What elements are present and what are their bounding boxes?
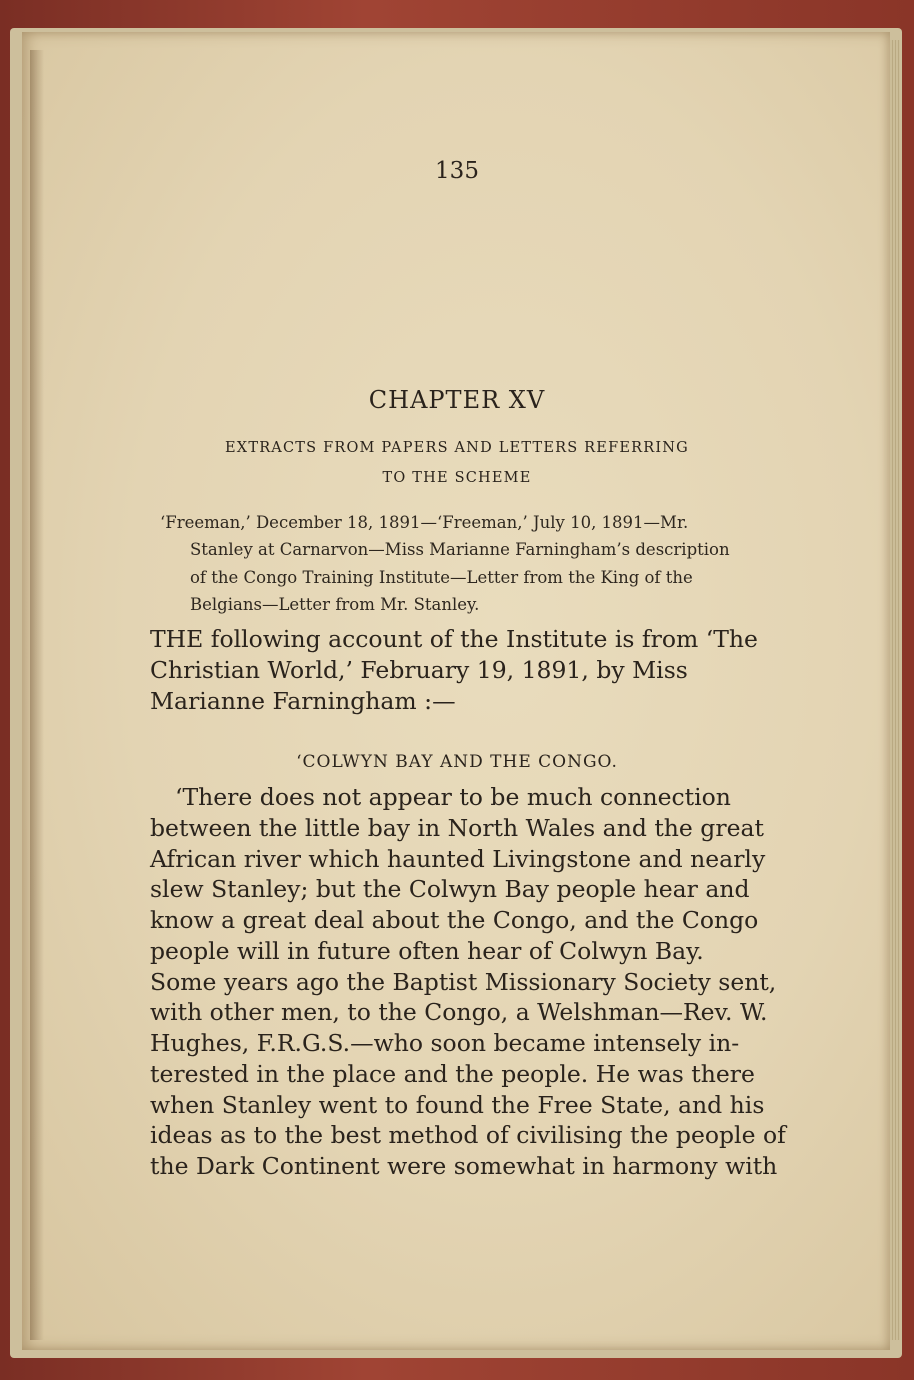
body-line: people will in future often hear of Colwyn Bay. [150, 937, 704, 965]
chapter-subtitle-line-2: TO THE SCHEME [382, 470, 532, 486]
body-line: know a great deal about the Congo, and the Congo [150, 906, 759, 934]
chapter-title: CHAPTER XV [368, 386, 546, 414]
section-heading: ‘COLWYN BAY AND THE CONGO. [296, 752, 618, 772]
summary-line: Stanley at Carnarvon—Miss Marianne Farningham’s description [190, 540, 730, 559]
body-line: between the little bay in North Wales and the great [150, 814, 764, 842]
body-line: ideas as to the best method of civilising the people of [150, 1121, 786, 1149]
page-edges [890, 40, 900, 1340]
body-line: Some years ago the Baptist Missionary Society sent, [150, 968, 777, 996]
summary-line: of the Congo Training Institute—Letter from the King of the [190, 568, 693, 587]
summary-line: Belgians—Letter from Mr. Stanley. [190, 595, 480, 614]
summary-line: ‘Freeman,’ December 18, 1891—‘Freeman,’ July 10, 1891—Mr. [160, 513, 689, 532]
body-line: when Stanley went to found the Free State, and his [150, 1091, 765, 1119]
page-number: 135 [435, 158, 479, 184]
body-line: terested in the place and the people. He was there [150, 1060, 755, 1088]
body-line: Hughes, F.R.G.S.—who soon became intensely in- [150, 1029, 740, 1057]
body-line: ‘There does not appear to be much connection [175, 783, 731, 811]
intro-line: THE following account of the Institute is from ‘The [150, 625, 758, 653]
body-line: African river which haunted Livingstone and nearly [150, 845, 766, 873]
body-line: slew Stanley; but the Colwyn Bay people hear and [150, 875, 750, 903]
intro-line: Christian World,’ February 19, 1891, by Miss [150, 656, 688, 684]
chapter-subtitle-line-1: EXTRACTS FROM PAPERS AND LETTERS REFERRING [225, 440, 689, 456]
page-gutter [30, 50, 44, 1340]
body-line: with other men, to the Congo, a Welshman—Rev. W. [150, 998, 768, 1026]
intro-line: Marianne Farningham :— [150, 687, 456, 715]
body-line: the Dark Continent were somewhat in harmony with [150, 1152, 778, 1180]
